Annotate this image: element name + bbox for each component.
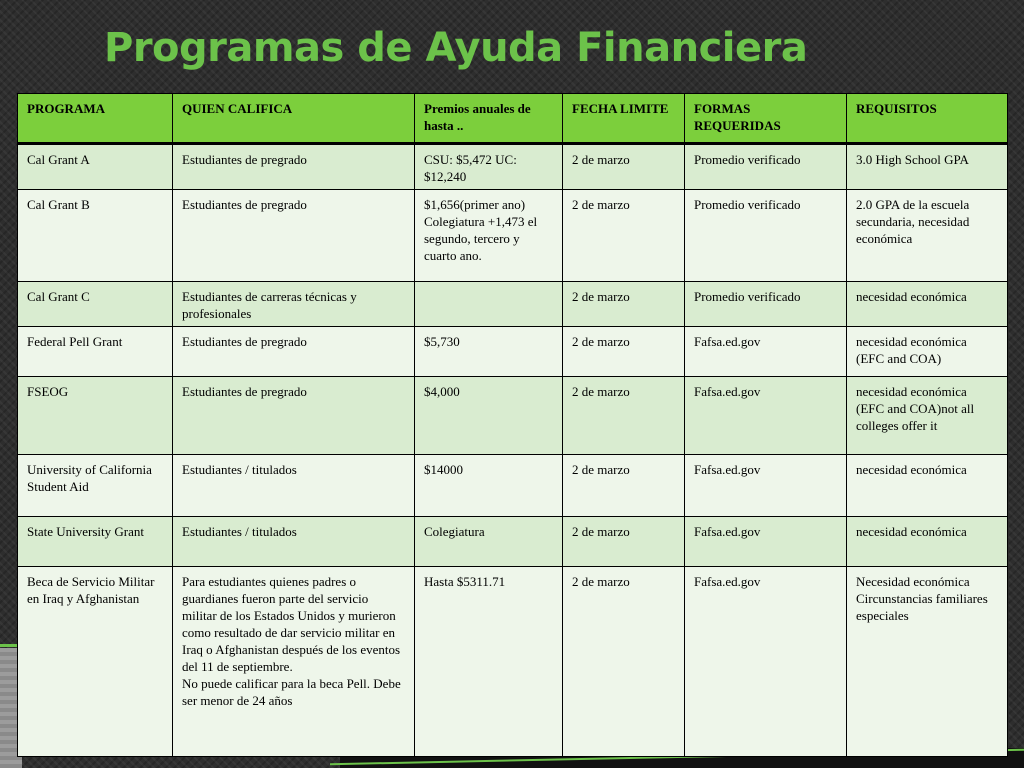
- cell-fecha: 2 de marzo: [563, 567, 685, 757]
- cell-quien-califica: Estudiantes de pregrado: [173, 327, 415, 377]
- cell-formas: Fafsa.ed.gov: [685, 327, 847, 377]
- cell-formas: Fafsa.ed.gov: [685, 377, 847, 455]
- cell-requisitos: necesidad económica (EFC and COA)not all colleges offer it: [847, 377, 1008, 455]
- cell-fecha: 2 de marzo: [563, 190, 685, 282]
- cell-premios: Colegiatura: [415, 517, 563, 567]
- cell-requisitos: 2.0 GPA de la escuela secundaria, necesidad económica: [847, 190, 1008, 282]
- cell-programa: Federal Pell Grant: [18, 327, 173, 377]
- cell-premios: $5,730: [415, 327, 563, 377]
- cell-premios: CSU: $5,472 UC: $12,240: [415, 144, 563, 190]
- cell-programa: Beca de Servicio Militar en Iraq y Afghanistan: [18, 567, 173, 757]
- cell-fecha: 2 de marzo: [563, 517, 685, 567]
- cell-requisitos: 3.0 High School GPA: [847, 144, 1008, 190]
- table-row: [18, 190, 1008, 282]
- table-row: [18, 327, 1008, 377]
- cell-formas: Fafsa.ed.gov: [685, 567, 847, 757]
- table-row: [18, 282, 1008, 327]
- cell-premios: Hasta $5311.71: [415, 567, 563, 757]
- header-requisitos: REQUISITOS: [847, 94, 1008, 144]
- cell-formas: Fafsa.ed.gov: [685, 455, 847, 517]
- cell-formas: Promedio verificado: [685, 190, 847, 282]
- table-row: [18, 567, 1008, 757]
- cell-fecha: 2 de marzo: [563, 455, 685, 517]
- header-quien-califica: QUIEN CALIFICA: [173, 94, 415, 144]
- cell-premios: $4,000: [415, 377, 563, 455]
- cell-programa: Cal Grant B: [18, 190, 173, 282]
- cell-programa: University of California Student Aid: [18, 455, 173, 517]
- cell-premios: [415, 282, 563, 327]
- cell-requisitos: necesidad económica: [847, 455, 1008, 517]
- cell-quien-califica: Estudiantes de carreras técnicas y profesionales: [173, 282, 415, 327]
- cell-formas: Fafsa.ed.gov: [685, 517, 847, 567]
- cell-fecha: 2 de marzo: [563, 327, 685, 377]
- table-row: [18, 517, 1008, 567]
- table-body: [18, 144, 1008, 757]
- header-formas-requeridas: FORMAS REQUERIDAS: [685, 94, 847, 144]
- cell-quien-califica: Estudiantes de pregrado: [173, 144, 415, 190]
- cell-formas: Promedio verificado: [685, 282, 847, 327]
- table-header: [18, 94, 1008, 144]
- cell-quien-califica: Estudiantes de pregrado: [173, 190, 415, 282]
- cell-programa: State University Grant: [18, 517, 173, 567]
- cell-requisitos: necesidad económica: [847, 517, 1008, 567]
- cell-quien-califica: Estudiantes de pregrado: [173, 377, 415, 455]
- cell-requisitos: Necesidad económica Circunstancias familiares especiales: [847, 567, 1008, 757]
- cell-programa: FSEOG: [18, 377, 173, 455]
- table-row: [18, 377, 1008, 455]
- cell-premios: $14000: [415, 455, 563, 517]
- cell-requisitos: necesidad económica (EFC and COA): [847, 327, 1008, 377]
- table-row: [18, 144, 1008, 190]
- table-row: [18, 455, 1008, 517]
- cell-premios: $1,656(primer ano) Colegiatura +1,473 el segundo, tercero y cuarto ano.: [415, 190, 563, 282]
- header-row: [18, 94, 1008, 144]
- cell-quien-califica: Para estudiantes quienes padres o guardianes fueron parte del servicio militar de los Estados Unidos y murieron como resultado de dar servicio militar en Iraq o Afghanistan después de los eventos del 11 de septiembre. No puede calificar para la beca Pell. Debe ser menor de 24 años: [173, 567, 415, 757]
- cell-fecha: 2 de marzo: [563, 144, 685, 190]
- cell-fecha: 2 de marzo: [563, 282, 685, 327]
- cell-fecha: 2 de marzo: [563, 377, 685, 455]
- page-title: Programas de Ayuda Financiera: [104, 25, 808, 71]
- header-programa: PROGRAMA: [18, 94, 173, 144]
- cell-quien-califica: Estudiantes / titulados: [173, 455, 415, 517]
- financial-aid-table-container: [17, 93, 1007, 757]
- header-premios-anuales: Premios anuales de hasta ..: [415, 94, 563, 144]
- cell-requisitos: necesidad económica: [847, 282, 1008, 327]
- cell-programa: Cal Grant A: [18, 144, 173, 190]
- header-fecha-limite: FECHA LIMITE: [563, 94, 685, 144]
- cell-programa: Cal Grant C: [18, 282, 173, 327]
- financial-aid-table: [17, 93, 1008, 757]
- cell-formas: Promedio verificado: [685, 144, 847, 190]
- cell-quien-califica: Estudiantes / titulados: [173, 517, 415, 567]
